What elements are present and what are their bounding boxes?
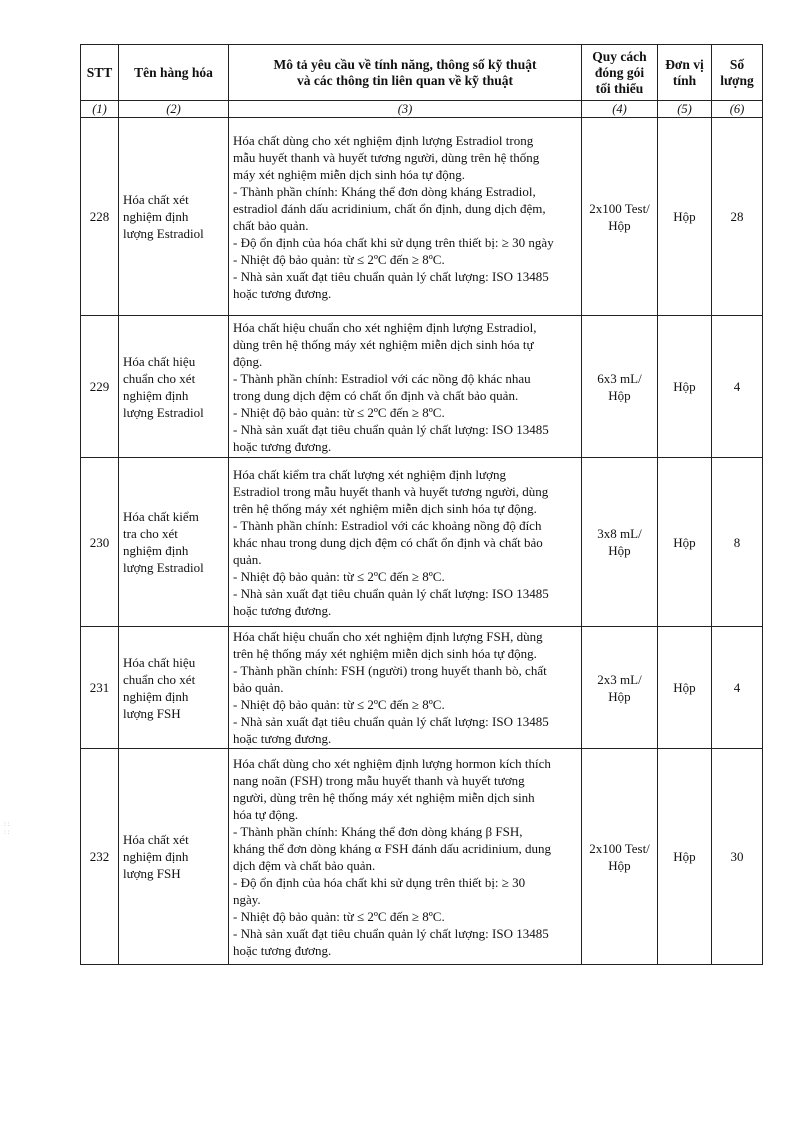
description-line: dùng trên hệ thống máy xét nghiệm miễn dịch sinh hóa tự <box>233 336 534 352</box>
product-name-line: nghiệm định <box>123 688 189 704</box>
specification-table <box>80 44 763 965</box>
row-unit: Hộp <box>658 118 712 316</box>
column-number: (3) <box>229 101 582 118</box>
description-line: Hóa chất kiểm tra chất lượng xét nghiệm định lượng <box>233 466 506 482</box>
table-row <box>81 458 763 627</box>
row-quantity: 28 <box>712 118 763 316</box>
description-line: - Nhiệt độ bảo quản: từ ≤ 2ºC đến ≥ 8ºC. <box>233 697 445 712</box>
packaging-line: Hộp <box>608 688 631 704</box>
row-packaging <box>582 749 658 965</box>
product-name-line: Hóa chất hiệu <box>123 353 196 369</box>
description-line: - Nhiệt độ bảo quản: từ ≤ 2ºC đến ≥ 8ºC. <box>233 404 445 420</box>
description-line: hoặc tương đương. <box>233 731 332 746</box>
product-name-line: lượng Estradiol <box>123 560 204 575</box>
row-packaging <box>582 316 658 458</box>
column-number: (5) <box>658 101 712 118</box>
product-name-line: lượng FSH <box>123 705 181 721</box>
row-product-name <box>119 316 229 458</box>
product-name-line: Hóa chất xét <box>123 832 189 847</box>
packaging-line: Hộp <box>608 857 631 873</box>
row-packaging <box>582 627 658 749</box>
packaging-line: 2x100 Test/ <box>589 200 650 216</box>
description-line: hoặc tương đương. <box>233 285 332 301</box>
description-line: ngày. <box>233 891 261 907</box>
description-line: nang noãn (FSH) trong mẫu huyết thanh và huyết tương <box>233 772 525 788</box>
description-line: máy xét nghiệm miễn dịch sinh hóa tự động. <box>233 166 465 182</box>
row-packaging <box>582 458 658 627</box>
packaging-line: 6x3 mL/ <box>597 370 642 386</box>
description-line: - Độ ổn định của hóa chất khi sử dụng trên thiết bị: ≥ 30 ngày <box>233 234 554 250</box>
row-stt: 229 <box>81 316 119 458</box>
description-line: - Thành phần chính: Kháng thể đơn dòng kháng Estradiol, <box>233 183 536 199</box>
row-stt: 230 <box>81 458 119 627</box>
header-row <box>81 45 763 101</box>
row-packaging <box>582 118 658 316</box>
product-name-line: nghiệm định <box>123 209 189 224</box>
product-name-line: lượng Estradiol <box>123 404 204 420</box>
description-line: động. <box>233 353 263 369</box>
header-line: Mô tả yêu cầu về tính năng, thông số kỹ thuật <box>273 56 537 72</box>
product-name-line: chuẩn cho xét <box>123 370 196 386</box>
description-line: - Thành phần chính: Estradiol với các khoảng nồng độ đích <box>233 517 542 533</box>
description-line: bảo quản. <box>233 680 284 695</box>
product-name-line: lượng FSH <box>123 866 181 881</box>
product-name-line: chuẩn cho xét <box>123 671 196 687</box>
header-line: Đơn vị <box>665 56 704 72</box>
description-line: - Nhà sản xuất đạt tiêu chuẩn quản lý chất lượng: ISO 13485 <box>233 925 549 941</box>
description-line: - Nhiệt độ bảo quản: từ ≤ 2ºC đến ≥ 8ºC. <box>233 908 445 924</box>
description-line: người, dùng trên hệ thống máy xét nghiệm miễn dịch sinh <box>233 789 535 805</box>
description-line: trong dung dịch đệm có chất ổn định và chất bảo quản. <box>233 387 519 403</box>
row-product-name <box>119 118 229 316</box>
header-mo-ta <box>229 45 582 101</box>
description-line: trên hệ thống máy xét nghiệm miễn dịch sinh hóa tự động. <box>233 500 537 516</box>
description-line: trên hệ thống máy xét nghiệm miễn dịch sinh hóa tự động. <box>233 646 537 661</box>
column-number: (2) <box>119 101 229 118</box>
description-line: - Độ ổn định của hóa chất khi sử dụng trên thiết bị: ≥ 30 <box>233 874 526 890</box>
row-quantity: 8 <box>712 458 763 627</box>
header-line: tối thiểu <box>595 80 644 96</box>
description-line: - Thành phần chính: FSH (người) trong huyết thanh bò, chất <box>233 663 547 678</box>
header-line: Quy cách <box>592 48 647 64</box>
description-line: khác nhau trong dung dịch đệm có chất ổn định và chất bảo <box>233 534 543 550</box>
header-line: Số <box>729 56 745 72</box>
description-line: kháng thể đơn dòng kháng α FSH đánh dấu acridinium, dung <box>233 840 552 856</box>
table-row <box>81 118 763 316</box>
header-ten-hang-hoa: Tên hàng hóa <box>119 45 229 101</box>
packaging-line: 2x100 Test/ <box>589 840 650 856</box>
description-line: Hóa chất dùng cho xét nghiệm định lượng Estradiol trong <box>233 132 534 148</box>
product-name-line: nghiệm định <box>123 387 189 403</box>
row-stt: 231 <box>81 627 119 749</box>
header-line: đóng gói <box>594 64 645 80</box>
row-quantity: 4 <box>712 627 763 749</box>
description-line: - Nhà sản xuất đạt tiêu chuẩn quản lý chất lượng: ISO 13485 <box>233 585 549 601</box>
packaging-line: Hộp <box>608 543 631 558</box>
row-description <box>229 316 582 458</box>
description-line: - Thành phần chính: Estradiol với các nồng độ khác nhau <box>233 370 531 386</box>
table-row <box>81 627 763 749</box>
product-name-line: Hóa chất kiểm <box>123 509 199 524</box>
description-line: - Thành phần chính: Kháng thể đơn dòng kháng β FSH, <box>233 823 523 839</box>
description-line: - Nhiệt độ bảo quản: từ ≤ 2ºC đến ≥ 8ºC. <box>233 568 445 584</box>
row-unit: Hộp <box>658 316 712 458</box>
row-unit: Hộp <box>658 458 712 627</box>
column-number: (4) <box>582 101 658 118</box>
packaging-line: Hộp <box>608 387 631 403</box>
description-line: Hóa chất hiệu chuẩn cho xét nghiệm định lượng FSH, dùng <box>233 629 543 644</box>
description-line: Hóa chất hiệu chuẩn cho xét nghiệm định lượng Estradiol, <box>233 319 537 335</box>
row-unit: Hộp <box>658 749 712 965</box>
description-line: hóa tự động. <box>233 806 299 822</box>
description-line: dịch đệm và chất bảo quản. <box>233 857 376 873</box>
header-quy-cach <box>582 45 658 101</box>
description-line: hoặc tương đương. <box>233 942 332 958</box>
product-name-line: tra cho xét <box>123 526 178 541</box>
table-row <box>81 749 763 965</box>
description-line: chất bảo quản. <box>233 217 309 233</box>
column-number: (1) <box>81 101 119 118</box>
description-line: Estradiol trong mẫu huyết thanh và huyết tương người, dùng <box>233 483 549 499</box>
description-line: mẫu huyết thanh và huyết tương người, dùng trên hệ thống <box>233 149 540 165</box>
row-stt: 228 <box>81 118 119 316</box>
description-line: - Nhà sản xuất đạt tiêu chuẩn quản lý chất lượng: ISO 13485 <box>233 268 549 284</box>
row-unit: Hộp <box>658 627 712 749</box>
row-product-name <box>119 458 229 627</box>
description-line: quản. <box>233 551 262 567</box>
row-product-name <box>119 627 229 749</box>
product-name-line: Hóa chất hiệu <box>123 654 196 670</box>
description-line: - Nhiệt độ bảo quản: từ ≤ 2ºC đến ≥ 8ºC. <box>233 251 445 267</box>
header-so-luong <box>712 45 763 101</box>
product-name-line: lượng Estradiol <box>123 226 204 241</box>
header-line: và các thông tin liên quan về kỹ thuật <box>296 72 514 88</box>
table-row <box>81 316 763 458</box>
column-number-row <box>81 101 763 118</box>
product-name-line: nghiệm định <box>123 849 189 864</box>
packaging-line: 2x3 mL/ <box>597 671 642 687</box>
description-line: - Nhà sản xuất đạt tiêu chuẩn quản lý chất lượng: ISO 13485 <box>233 714 549 729</box>
row-quantity: 30 <box>712 749 763 965</box>
header-line: lượng <box>720 72 754 88</box>
description-line: estradiol đánh dấu acridinium, chất ổn định, dung dịch đệm, <box>233 200 546 216</box>
row-description <box>229 749 582 965</box>
header-don-vi <box>658 45 712 101</box>
description-line: - Nhà sản xuất đạt tiêu chuẩn quản lý chất lượng: ISO 13485 <box>233 421 549 437</box>
margin-scan-mark: : : : : <box>4 820 10 836</box>
description-line: hoặc tương đương. <box>233 602 332 618</box>
description-line: hoặc tương đương. <box>233 438 332 454</box>
row-description <box>229 627 582 749</box>
row-product-name <box>119 749 229 965</box>
row-quantity: 4 <box>712 316 763 458</box>
product-name-line: nghiệm định <box>123 543 189 558</box>
header-line: tính <box>672 72 697 88</box>
header-stt: STT <box>81 45 119 101</box>
row-stt: 232 <box>81 749 119 965</box>
product-name-line: Hóa chất xét <box>123 192 189 207</box>
row-description <box>229 118 582 316</box>
description-line: Hóa chất dùng cho xét nghiệm định lượng hormon kích thích <box>233 755 551 771</box>
row-description <box>229 458 582 627</box>
packaging-line: 3x8 mL/ <box>597 526 642 541</box>
column-number: (6) <box>712 101 763 118</box>
packaging-line: Hộp <box>608 217 631 233</box>
